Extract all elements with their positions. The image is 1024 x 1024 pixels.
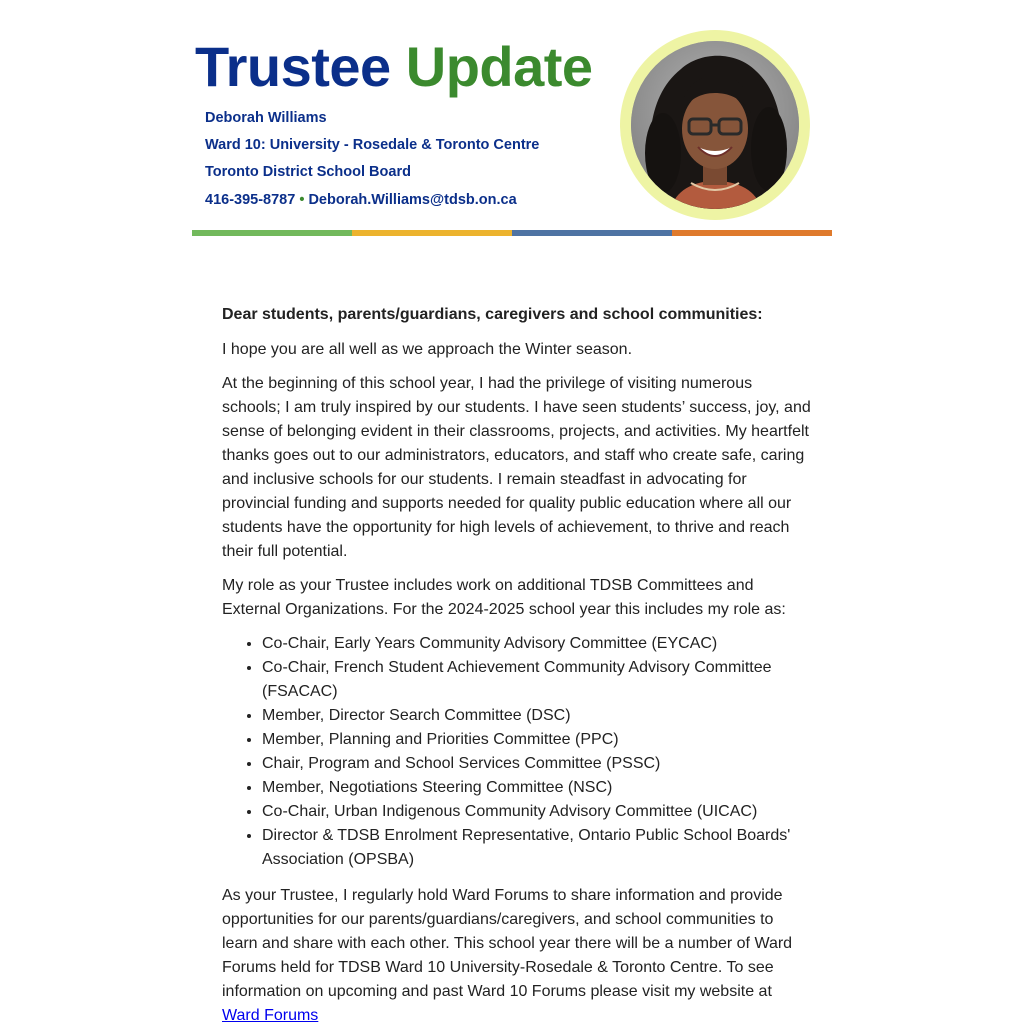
title-word-trustee: Trustee: [195, 35, 391, 98]
roles-intro-paragraph: My role as your Trustee includes work on additional TDSB Committees and External Organizations. For the 2024-2025 school year this includes my role as:: [222, 577, 786, 618]
list-item: • Co-Chair, Early Years Community Advisory Committee (EYCAC): [262, 632, 812, 656]
committee-roles-list: [222, 632, 812, 872]
letter-greeting: Dear students, parents/guardians, caregivers and school communities:: [222, 306, 763, 323]
ward-forums-link[interactable]: Ward Forums: [222, 1007, 319, 1024]
stripe-segment-yellow: [352, 230, 512, 236]
school-board: Toronto District School Board: [205, 164, 411, 180]
list-item: • Director & TDSB Enrolment Representative, Ontario Public School Boards' Association (OPSBA): [262, 824, 812, 872]
letter-body: [222, 303, 812, 1024]
trustee-name: Deborah Williams: [205, 110, 327, 126]
list-item: • Co-Chair, Urban Indigenous Community Advisory Committee (UICAC): [262, 800, 812, 824]
trustee-ward: Ward 10: University - Rosedale & Toronto Centre: [205, 137, 540, 153]
list-item: • Chair, Program and School Services Committee (PSSC): [262, 752, 812, 776]
ward-forums-text: As your Trustee, I regularly hold Ward Forums to share information and provide opportunities for our parents/guardians/caregivers, and school communities to learn and share with each other. This school year there will be a number of Ward Forums held for TDSB Ward 10 University-Rosedale & Toronto Centre. To see information on upcoming and past Ward 10 Forums please visit my website at: [222, 887, 793, 1000]
intro-paragraph: I hope you are all well as we approach the Winter season.: [222, 341, 633, 358]
list-item: • Member, Negotiations Steering Committee (NSC): [262, 776, 812, 800]
school-visits-paragraph: At the beginning of this school year, I had the privilege of visiting numerous schools; I am truly inspired by our students. I have seen students’ success, joy, and sense of belonging evident in their classrooms, projects, and activities. My heartfelt thanks goes out to our administrators, educators, and staff who create safe, caring and inclusive schools for our students. I remain steadfast in advocating for provincial funding and supports needed for quality public education where all our students have the opportunity for high levels of achievement, to thrive and reach their full potential.: [222, 375, 811, 560]
phone-number: 416-395-8787: [205, 192, 296, 208]
newsletter-header: [192, 0, 832, 240]
newsletter-title: [195, 34, 593, 100]
portrait-illustration: [631, 41, 799, 209]
contact-separator: •: [299, 192, 305, 208]
trustee-contact-info: [205, 105, 539, 214]
email-address[interactable]: Deborah.Williams@tdsb.on.ca: [308, 192, 517, 208]
list-item: • Co-Chair, French Student Achievement Community Advisory Committee (FSACAC): [262, 656, 812, 704]
stripe-segment-blue: [512, 230, 672, 236]
list-item: • Member, Director Search Committee (DSC): [262, 704, 812, 728]
ward-forums-paragraph: [222, 884, 812, 1024]
title-word-update: Update: [405, 35, 593, 98]
stripe-segment-green: [192, 230, 352, 236]
contact-line: [205, 187, 539, 214]
trustee-photo: [631, 41, 799, 209]
trustee-photo-frame: [620, 30, 810, 220]
list-item: • Member, Planning and Priorities Committee (PPC): [262, 728, 812, 752]
color-stripe-divider: [192, 230, 832, 236]
stripe-segment-orange: [672, 230, 832, 236]
